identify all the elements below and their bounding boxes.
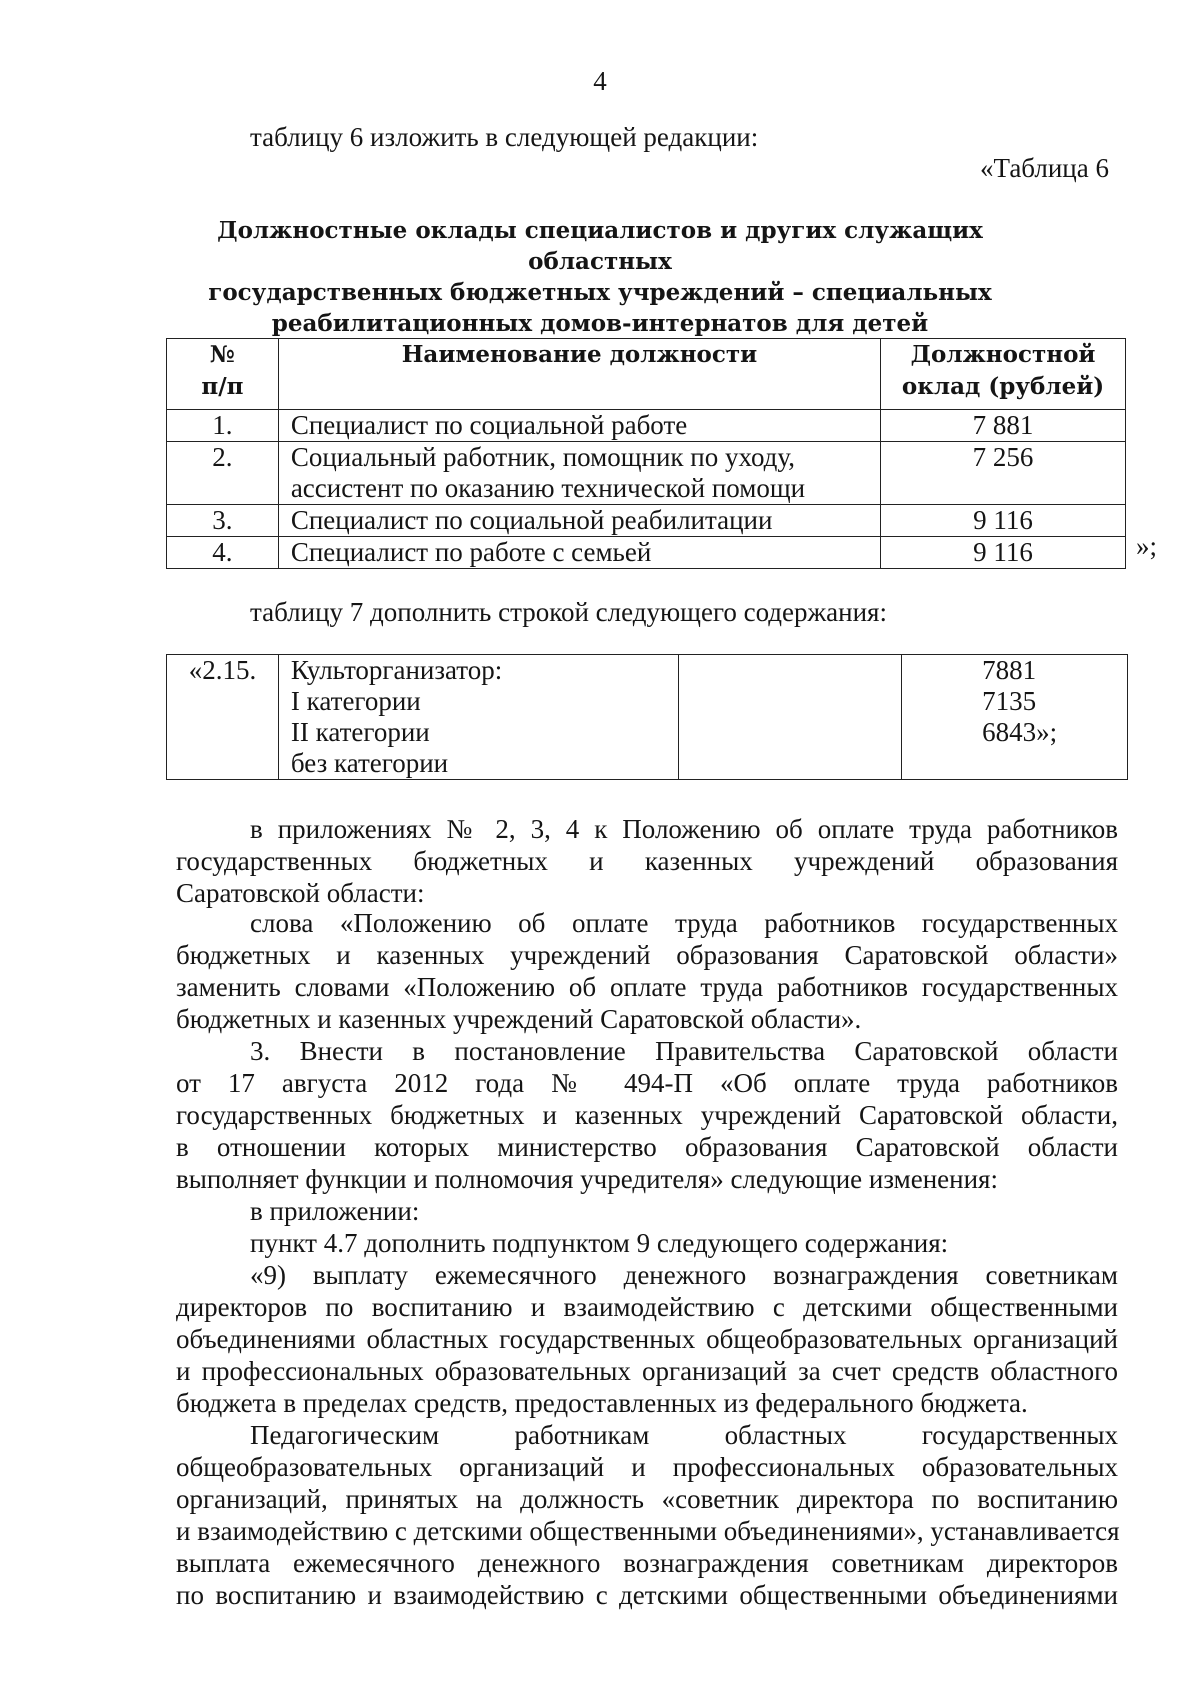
paragraph3-line: 3. Внести в постановление Правительства Саратовской области [250, 1036, 1118, 1066]
table6-header-row [167, 339, 1126, 410]
paragraph5-line: по воспитанию и взаимодействию с детскими общественными объединениями [176, 1580, 1118, 1610]
row-name: Специалист по социальной реабилитации [278, 505, 880, 537]
row-value-line: 7135 [982, 686, 1037, 716]
table6 [166, 338, 1126, 569]
paragraph1-line: Саратовской области: [176, 878, 425, 908]
table7-row [166, 654, 1128, 780]
paragraph3-line: государственных бюджетных и казенных учреждений Саратовской области, [176, 1100, 1118, 1130]
paragraph5-line: и взаимодействию с детскими общественными объединениями», устанавливается [176, 1516, 1120, 1546]
table6-title-line: реабилитационных домов-интернатов для детей [271, 310, 929, 337]
table-row [167, 410, 1126, 442]
row-name-line: Социальный работник, помощник по уходу, [290, 442, 795, 472]
row-num: 1. [167, 410, 279, 442]
line-in-appendix: в приложении: [250, 1196, 420, 1226]
row-num: 2. [167, 442, 279, 505]
row-value-line: 6843»; [982, 717, 1058, 747]
paragraph5-line: общеобразовательных организаций и профессиональных образовательных [176, 1452, 1118, 1482]
header-salary [881, 339, 1126, 410]
table6-closing-mark: »; [1136, 531, 1158, 561]
row-salary: 7 256 [881, 442, 1126, 505]
row-num: 3. [167, 505, 279, 537]
row-num: 4. [167, 537, 279, 569]
paragraph5-line: организаций, принятых на должность «советник директора по воспитанию [176, 1484, 1118, 1514]
paragraph4-line: директоров по воспитанию и взаимодействию с детскими общественными [176, 1292, 1118, 1322]
table-row [167, 442, 1126, 505]
row-name: Специалист по социальной работе [278, 410, 880, 442]
row-empty-cell [678, 655, 902, 780]
header-name: Наименование должности [278, 339, 880, 410]
paragraph2-line: бюджетных и казенных учреждений образования Саратовской области» [176, 940, 1118, 970]
paragraph3-line: выполняет функции и полномочия учредителя» следующие изменения: [176, 1164, 998, 1194]
paragraph4-line: объединениями областных государственных общеобразовательных организаций [176, 1324, 1118, 1354]
paragraph5-line: выплата ежемесячного денежного вознаграждения советникам директоров [176, 1548, 1118, 1578]
paragraph2-line: бюджетных и казенных учреждений Саратовской области». [176, 1004, 862, 1034]
row-salary: 9 116 [881, 537, 1126, 569]
paragraph5-line: Педагогическим работникам областных государственных [250, 1420, 1118, 1450]
row-name: Специалист по работе с семьей [278, 537, 880, 569]
paragraph3-line: от 17 августа 2012 года № 494-П «Об оплате труда работников [176, 1068, 1118, 1098]
table-row [167, 537, 1126, 569]
header-salary-line: Должностной [910, 341, 1096, 368]
row-names [278, 655, 678, 780]
intro-table6: таблицу 6 изложить в следующей редакции: [250, 122, 759, 152]
header-num [167, 339, 279, 410]
table6-title [150, 215, 1050, 339]
row-name-line: II категории [290, 717, 430, 747]
table6-label: «Таблица 6 [980, 153, 1109, 183]
header-num-line: № [209, 341, 235, 368]
paragraph4-line: и профессиональных образовательных организаций за счет средств областного [176, 1356, 1118, 1386]
paragraph2-line: заменить словами «Положению об оплате труда работников государственных [176, 972, 1118, 1002]
paragraph4-line: бюджета в пределах средств, предоставленных из федерального бюджета. [176, 1388, 1028, 1418]
row-value-line: 7881 [982, 655, 1037, 685]
header-num-line: п/п [201, 373, 244, 400]
page-number: 4 [593, 66, 607, 96]
row-salary: 7 881 [881, 410, 1126, 442]
row-name-line: без категории [290, 748, 449, 778]
row-name-line: Культорганизатор: [290, 655, 503, 685]
row-name-line: I категории [290, 686, 421, 716]
paragraph2-line: слова «Положению об оплате труда работников государственных [250, 908, 1118, 938]
paragraph3-line: в отношении которых министерство образования Саратовской области [176, 1132, 1118, 1162]
paragraph4-line: «9) выплату ежемесячного денежного вознаграждения советникам [250, 1260, 1118, 1290]
table-row [167, 505, 1126, 537]
row-name [278, 442, 880, 505]
table6-title-line: государственных бюджетных учреждений – специальных [208, 279, 992, 306]
intro-table7: таблицу 7 дополнить строкой следующего содержания: [250, 597, 887, 627]
table-row [167, 655, 1128, 780]
header-salary-line: оклад (рублей) [901, 373, 1105, 400]
row-name-line: ассистент по оказанию технической помощи [290, 473, 806, 503]
paragraph1-line: государственных бюджетных и казенных учреждений образования [176, 846, 1118, 876]
table6-title-line: Должностные оклады специалистов и других служащих областных [217, 217, 983, 275]
row-salary: 9 116 [881, 505, 1126, 537]
line-point-4-7: пункт 4.7 дополнить подпунктом 9 следующего содержания: [250, 1228, 949, 1258]
paragraph1-line: в приложениях № 2, 3, 4 к Положению об оплате труда работников [250, 814, 1118, 844]
row-values [902, 655, 1128, 780]
row-num: «2.15. [167, 655, 279, 780]
